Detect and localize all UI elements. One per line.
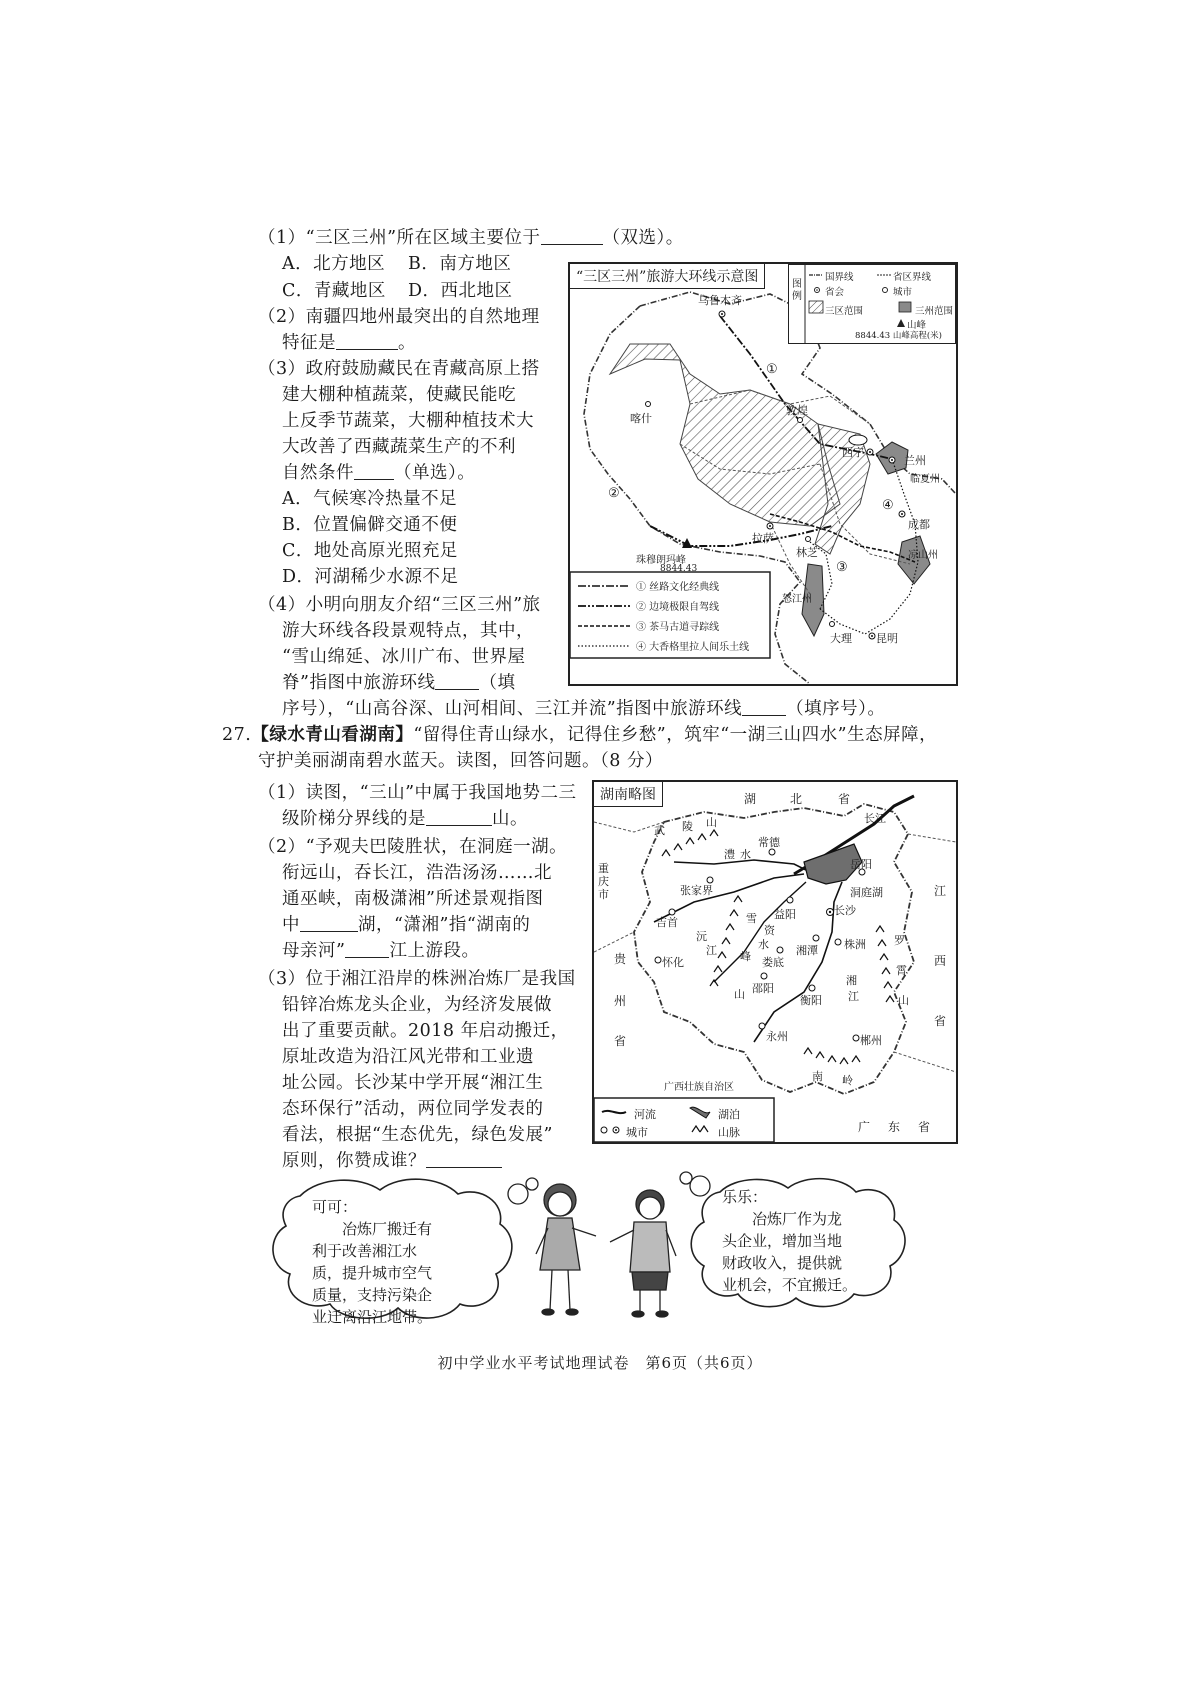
map1-peak-everest: 珠穆朗玛峰 <box>636 555 686 566</box>
q26-p4-line3: “雪山绵延、冰川广布、世界屋 <box>282 647 526 667</box>
answer-blank-q26-1[interactable] <box>541 226 603 245</box>
answer-blank-q26-4a[interactable] <box>435 671 479 690</box>
map2-city-changsha: 长沙 <box>834 904 856 917</box>
opinion-lele: 乐乐： 冶炼厂作为龙 头企业，增加当地 财政收入，提供就 业机会，不宜搬迁。 <box>722 1188 858 1294</box>
map2-mountain-luoxiao-1: 罗 <box>894 934 905 947</box>
map2-label-guangdong-1: 广 <box>858 1120 871 1134</box>
q27-p2-line1: （2）“予观夫巴陵胜状，在洞庭一湖。 <box>258 837 568 857</box>
map2-label-guangdong-3: 省 <box>918 1120 931 1134</box>
q27-p3-line4: 原址改造为沿江风光带和工业遗 <box>282 1047 534 1067</box>
map1-city-chengdu: 成都 <box>908 518 930 531</box>
map1-city-kunming: 昆明 <box>876 632 898 645</box>
q26-option-a: A．北方地区 <box>282 254 386 274</box>
map1-route-num-3: ③ <box>836 560 848 575</box>
opinion-keke: 可可： 冶炼厂搬迁有 利于改善湘江水 质，提升城市空气 质量，支持污染企 业迁离沿江地带。 <box>312 1198 433 1326</box>
map2-river-zishui-2: 水 <box>758 938 769 951</box>
q26-p2-line1: （2）南疆四地州最突出的自然地理 <box>258 307 540 327</box>
map2-mountain-luoxiao-2: 霄 <box>896 964 907 977</box>
map1-route-legend-2: ② 边境极限自驾线 <box>636 602 720 613</box>
map2-label-chongqing: 重庆市 <box>598 862 609 901</box>
map1-legend-national-border: 国界线 <box>825 272 854 283</box>
map1-legend-three-areas: 三区范围 <box>825 306 864 317</box>
map1-legend-title: 图例 <box>792 279 802 302</box>
map1-route-legend-1: ① 丝路文化经典线 <box>636 582 720 593</box>
q27-p3-line8: 原则，你赞成谁？ <box>282 1148 502 1174</box>
map2-city-yiyang: 益阳 <box>774 908 796 921</box>
map2-label-guizhou-3: 省 <box>614 1034 627 1048</box>
map2-river-zishui-1: 资 <box>764 924 775 937</box>
opinion-illustration <box>0 1170 1200 1370</box>
map1-city-kashgar: 喀什 <box>630 412 652 425</box>
q27-p2-line4: 中 湖，“潇湘”指“湖南的 <box>282 915 531 935</box>
map1-legend-province-border: 省区界线 <box>893 272 932 283</box>
map2-city-jishou: 吉首 <box>656 916 678 929</box>
map1-legend-three-prefectures: 三州范围 <box>915 306 954 317</box>
map2-river-xiangjiang-1: 湘 <box>846 974 857 987</box>
q27-p3-line3: 出了重要贡献。2018 年启动搬迁， <box>282 1021 569 1041</box>
q27-p1-line2: 级阶梯分界线的是 山。 <box>282 809 528 829</box>
q27-p3-line2: 铅锌冶炼龙头企业，为经济发展做 <box>282 995 552 1015</box>
map1-city-lanzhou: 兰州 <box>904 454 926 467</box>
map2-city-loudi: 娄底 <box>762 956 784 969</box>
map2-mountain-nanling-1: 南 <box>812 1070 823 1083</box>
answer-blank-q27-2b[interactable] <box>345 939 389 958</box>
map1-legend-capital: 省会 <box>825 287 845 298</box>
map2-city-yongzhou: 永州 <box>766 1030 788 1043</box>
answer-blank-q26-4b[interactable] <box>742 697 786 716</box>
map2-label-jiangxi-1: 江 <box>934 884 947 898</box>
map2-river-yuanjiang-2: 江 <box>706 944 717 957</box>
map1-city-dunhuang: 敦煌 <box>786 404 808 417</box>
q26-p3-option-b: B．位置偏僻交通不便 <box>282 515 458 535</box>
map1-city-liangshan: 凉山州 <box>908 550 938 561</box>
map2-city-zhangjiajie: 张家界 <box>680 884 713 897</box>
q26-p3-line1: （3）政府鼓励藏民在青藏高原上搭 <box>258 359 540 379</box>
map1-city-linxia: 临夏州 <box>910 474 940 485</box>
q27-intro-line2: 守护美丽湖南碧水蓝天。读图，回答问题。（8 分） <box>258 751 663 771</box>
keke-name: 可可： <box>312 1198 358 1216</box>
q26-option-c: C．青藏地区 <box>282 281 386 301</box>
map2-legend-mountain: 山脉 <box>718 1126 740 1139</box>
q27-p1-line1: （1）读图，“三山”中属于我国地势二三 <box>258 783 577 803</box>
map1-route-num-4: ④ <box>882 498 894 513</box>
q27-p3-line1: （3）位于湘江沿岸的株洲冶炼厂是我国 <box>258 969 576 989</box>
answer-blank-q27-1[interactable] <box>426 807 492 826</box>
q27-intro-line1: 27.【绿水青山看湖南】“留得住青山绿水，记得住乡愁”，筑牢“一湖三山四水”生态屏障， <box>222 725 938 745</box>
q26-p3-option-d: D．河湖稀少水源不足 <box>282 567 459 587</box>
q26-p3-line3: 上反季节蔬菜，大棚种植技术大 <box>282 411 534 431</box>
q26-p4-line4: 脊”指图中旅游环线 （填 <box>282 673 516 693</box>
map2-city-hengyang: 衡阳 <box>800 994 822 1007</box>
q26-option-b: B．南方地区 <box>408 254 512 274</box>
map1-route-legend-4: ④ 大香格里拉人间乐土线 <box>636 642 750 653</box>
map2-mountain-xuefeng-3: 山 <box>734 988 745 1001</box>
map2-label-hubei-1: 湖 <box>744 792 757 806</box>
map1-city-urumqi: 乌鲁木齐 <box>698 294 742 307</box>
map2-label-guangxi: 广西壮族自治区 <box>664 1082 734 1093</box>
q26-p3-line2: 建大棚种植蔬菜，使藏民能吃 <box>282 385 516 405</box>
map2-mountain-wuling-3: 山 <box>706 816 717 829</box>
map2-legend-lake: 湖泊 <box>718 1108 740 1121</box>
map2-legend-city: 城市 <box>626 1126 648 1139</box>
answer-blank-q26-2[interactable] <box>336 331 398 350</box>
map2-label-jiangxi-2: 西 <box>934 954 947 968</box>
map1-city-lhasa: 拉萨 <box>752 532 774 545</box>
map2-river-xiangjiang-2: 江 <box>848 990 859 1003</box>
map2-river-lishui-1: 澧 <box>724 848 735 861</box>
map2-label-guizhou-1: 贵 <box>614 952 627 966</box>
q26-p3-option-c: C．地处高原光照充足 <box>282 541 458 561</box>
map2-legend-river: 河流 <box>634 1108 656 1121</box>
map2-city-huaihua: 怀化 <box>662 956 684 969</box>
q26-p1: （1）“三区三州”所在区域主要位于 （双选）。 <box>258 228 684 248</box>
q26-p4-line5: 序号），“山高谷深、山河相间、三江并流”指图中旅游环线 （填序号）。 <box>282 699 886 719</box>
q26-p2-line2: 特征是 。 <box>282 333 416 353</box>
q26-option-d: D．西北地区 <box>408 281 513 301</box>
map2-mountain-wuling-1: 武 <box>654 824 665 837</box>
map2-label-guizhou-2: 州 <box>614 994 627 1008</box>
map2-mountain-wuling-2: 陵 <box>682 820 693 833</box>
map-sanqu-sanzhou <box>568 262 958 686</box>
map2-city-shaoyang: 邵阳 <box>752 982 774 995</box>
map2-label-hubei-2: 北 <box>790 792 803 806</box>
map1-route-num-1: ① <box>766 362 778 377</box>
q27-p2-line2: 衔远山，吞长江，浩浩汤汤……北 <box>282 863 552 883</box>
lele-name: 乐乐： <box>722 1188 768 1206</box>
map1-legend-city: 城市 <box>893 287 913 298</box>
map2-label-hubei-3: 省 <box>838 792 851 806</box>
q27-p2-line5: 母亲河” 江上游段。 <box>282 941 480 961</box>
map1-legend-symbols <box>789 265 955 343</box>
map2-title: 湖南略图 <box>594 782 663 807</box>
map1-route-num-2: ② <box>608 486 620 501</box>
map2-mountain-nanling-2: 岭 <box>842 1074 853 1087</box>
map2-river-lishui-2: 水 <box>740 848 751 861</box>
q26-p3-option-a: A．气候寒冷热量不足 <box>282 489 458 509</box>
q27-p3-line5: 址公园。长沙某中学开展“湘江生 <box>282 1073 544 1093</box>
map1-legend-peak: 山峰 <box>907 320 927 331</box>
answer-blank-q27-2a[interactable] <box>300 913 358 932</box>
q27-p3-line7: 看法，根据“生态优先，绿色发展” <box>282 1125 553 1145</box>
q27-tag: 【绿水青山看湖南】 <box>251 725 414 745</box>
map2-river-yuanjiang-1: 沅 <box>696 930 707 943</box>
map-hunan <box>592 780 958 1144</box>
map2-city-xiangtan: 湘潭 <box>796 944 818 957</box>
q27-p2-line3: 通巫峡，南极潇湘”所述景观指图 <box>282 889 544 909</box>
answer-blank-q27-3[interactable] <box>426 1149 502 1168</box>
q26-p4-line2: 游大环线各段景观特点，其中， <box>282 621 534 641</box>
q27-p3-line6: 态环保行”活动，两位同学发表的 <box>282 1099 544 1119</box>
q26-p3-line5: 自然条件 （单选）。 <box>282 463 476 483</box>
page-footer: 初中学业水平考试地理试卷 第6页（共6页） <box>437 1354 763 1372</box>
map1-city-nyingchi: 林芝 <box>796 546 818 559</box>
map1-city-xining: 西宁 <box>842 446 864 459</box>
map1-peak-height: 8844.43 <box>660 564 698 574</box>
map2-city-yueyang: 岳阳 <box>850 858 872 871</box>
map2-city-zhuzhou: 株洲 <box>844 938 866 951</box>
map2-label-dongting: 洞庭湖 <box>850 886 883 899</box>
map2-mountain-luoxiao-3: 山 <box>898 994 909 1007</box>
map2-mountain-xuefeng-1: 雪 <box>746 912 757 925</box>
map1-city-nujiang: 怒江州 <box>782 594 812 605</box>
map2-mountain-xuefeng-2: 峰 <box>740 950 751 963</box>
map2-city-changde: 常德 <box>758 836 780 849</box>
map2-label-guangdong-2: 东 <box>888 1120 901 1134</box>
map1-city-dali: 大理 <box>830 632 852 645</box>
map1-route-legend-3: ③ 茶马古道寻踪线 <box>636 622 720 633</box>
answer-blank-q26-3[interactable] <box>354 461 394 480</box>
map2-city-chenzhou: 郴州 <box>860 1034 882 1047</box>
map2-label-yangtze: 长江 <box>864 812 886 825</box>
map1-legend-peak-height: 8844.43 山峰高程(米) <box>855 331 942 341</box>
map1-legend <box>788 264 956 344</box>
map2-label-jiangxi-3: 省 <box>934 1014 947 1028</box>
q26-p3-line4: 大改善了西藏蔬菜生产的不利 <box>282 437 516 457</box>
q26-p4-line1: （4）小明向朋友介绍“三区三州”旅 <box>258 595 541 615</box>
map1-title: “三区三州”旅游大环线示意图 <box>570 264 765 289</box>
